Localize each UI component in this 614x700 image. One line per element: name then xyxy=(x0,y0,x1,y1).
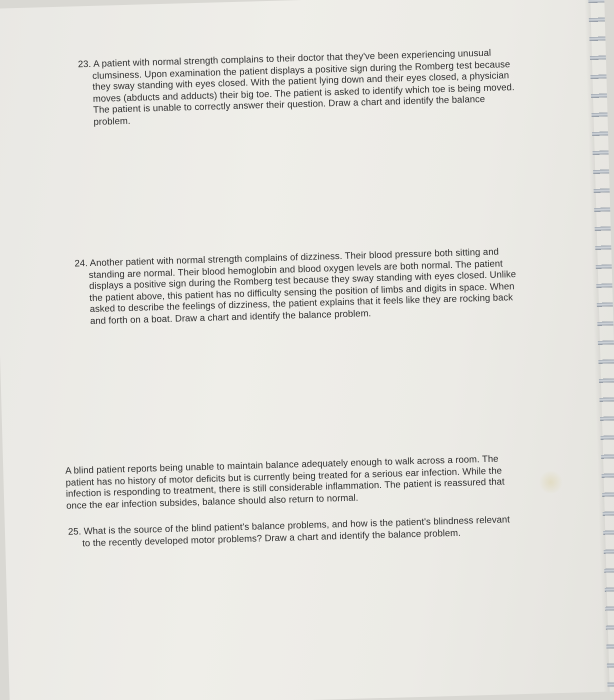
question-24-text: 24. Another patient with normal strength complains of dizziness. Their blood pressure both sitting and standing are normal. Their blood hemoglobin and blood oxygen levels are both normal. The patient displays a positive sign during the Romberg test because they sway standing with eyes closed. Unlike the patient above, this patient has no difficulty sensing the position of limbs and digits in space. When asked to describe the feelings of dizziness, the patient explains that it feels like they are rocking back and forth on a boat. Draw a chart and identify the balance problem. xyxy=(74,245,517,327)
blind-patient-scenario xyxy=(65,452,528,511)
question-25-text: 25. What is the source of the blind patient's balance problems, and how is the patient's blindness relevant to the recently developed motor problems? Draw a chart and identify the balance problem. xyxy=(67,513,510,548)
scenario-text: A blind patient reports being unable to maintain balance adequately enough to walk across a room. The patient has no history of motor deficits but is currently being treated for a serious ear infection. While the infection is responding to treatment, there is still considerable inflammation. The patient is reassured that once the ear infection subsides, balance should also return to normal. xyxy=(65,452,505,511)
question-23-text: 23. A patient with normal strength complains to their doctor that they've been experiencing unusual clumsiness. Upon examination the patient displays a positive sign during the Romberg test because they sway standing with eyes closed. With the patient lying down and their eyes closed, a physician moves (abducts and adducts) their big toe. The patient is asked to identify which toe is being moved. The patient is unable to correctly answer their question. Draw a chart and identify the balance problem. xyxy=(77,46,515,127)
question-25 xyxy=(68,513,518,549)
question-23 xyxy=(78,46,522,128)
paper-stain xyxy=(537,471,564,494)
question-24 xyxy=(74,245,523,327)
